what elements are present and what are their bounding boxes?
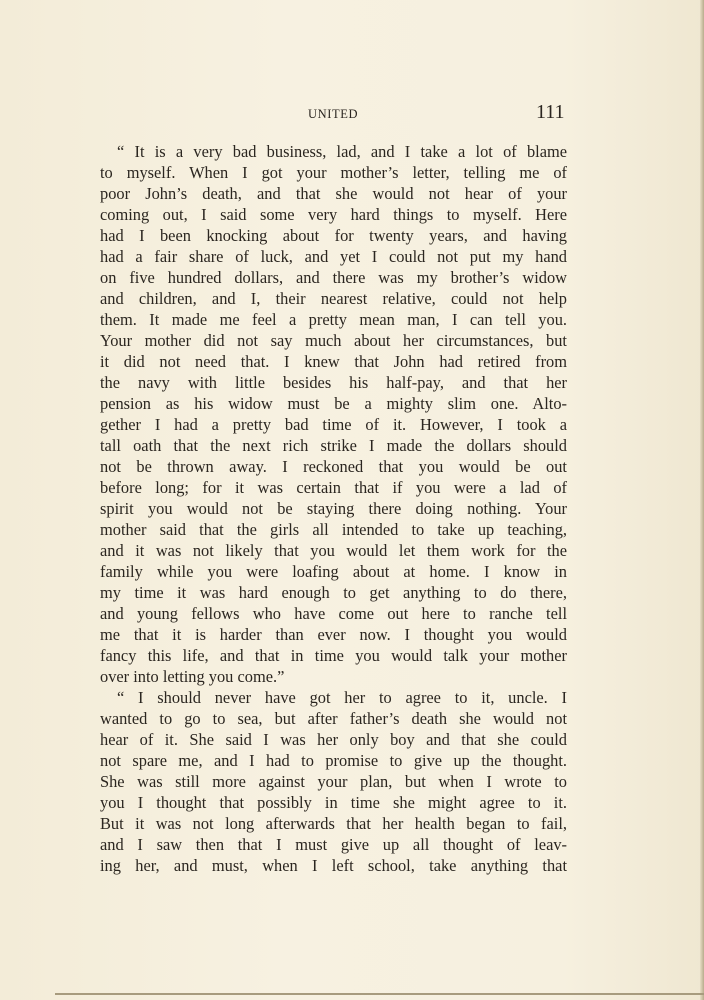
text-line: family while you were loafing about at home. I know in xyxy=(100,562,567,581)
text-line: not spare me, and I had to promise to give up the thought. xyxy=(100,751,567,770)
text-line: it did not need that. I knew that John had retired from xyxy=(100,352,567,371)
text-line: and children, and I, their nearest relative, could not help xyxy=(100,289,567,308)
running-head: UNITED xyxy=(308,107,359,121)
text-line: wanted to go to sea, but after father’s death she would not xyxy=(100,709,567,728)
text-line: She was still more against your plan, but when I wrote to xyxy=(100,772,567,791)
text-line: But it was not long afterwards that her health began to fail, xyxy=(100,814,567,833)
text-line: mother said that the girls all intended to take up teaching, xyxy=(100,520,567,539)
text-line: you I thought that possibly in time she might agree to it. xyxy=(100,793,567,812)
text-line: before long; for it was certain that if you were a lad of xyxy=(100,478,567,497)
text-line: my time it was hard enough to get anything to do there, xyxy=(100,583,567,602)
text-line: tall oath that the next rich strike I made the dollars should xyxy=(100,436,567,455)
page-edge xyxy=(700,0,704,1000)
text-line: and young fellows who have come out here to ranche tell xyxy=(100,604,567,623)
text-line: the navy with little besides his half-pay, and that her xyxy=(100,373,567,392)
text-line: on five hundred dollars, and there was my brother’s widow xyxy=(100,268,567,287)
text-line: and I saw then that I must give up all thought of leav- xyxy=(100,835,567,854)
text-line: to myself. When I got your mother’s letter, telling me of xyxy=(100,163,567,182)
text-line: gether I had a pretty bad time of it. However, I took a xyxy=(100,415,567,434)
text-line: pension as his widow must be a mighty slim one. Alto- xyxy=(100,394,567,413)
text-line: hear of it. She said I was her only boy and that she could xyxy=(100,730,567,749)
text-line: “ It is a very bad business, lad, and I take a lot of blame xyxy=(117,142,567,161)
text-line: Your mother did not say much about her circumstances, but xyxy=(100,331,567,350)
text-line: them. It made me feel a pretty mean man, I can tell you. xyxy=(100,310,567,329)
text-line: not be thrown away. I reckoned that you would be out xyxy=(100,457,567,476)
text-line: over into letting you come.” xyxy=(100,667,285,686)
text-line: “ I should never have got her to agree to it, uncle. I xyxy=(117,688,567,707)
text-line: spirit you would not be staying there doing nothing. Your xyxy=(100,499,567,518)
text-line: and it was not likely that you would let them work for the xyxy=(100,541,567,560)
page-header xyxy=(0,101,704,127)
text-line: coming out, I said some very hard things to myself. Here xyxy=(100,205,567,224)
text-line: ing her, and must, when I left school, take anything that xyxy=(100,856,567,875)
text-line: had a fair share of luck, and yet I could not put my hand xyxy=(100,247,567,266)
page-number: 111 xyxy=(536,101,565,123)
page-bottom-edge xyxy=(55,993,704,995)
text-line: had I been knocking about for twenty years, and having xyxy=(100,226,567,245)
body-text xyxy=(100,141,567,876)
text-line: me that it is harder than ever now. I thought you would xyxy=(100,625,567,644)
text-line: fancy this life, and that in time you would talk your mother xyxy=(100,646,567,665)
text-line: poor John’s death, and that she would not hear of your xyxy=(100,184,567,203)
